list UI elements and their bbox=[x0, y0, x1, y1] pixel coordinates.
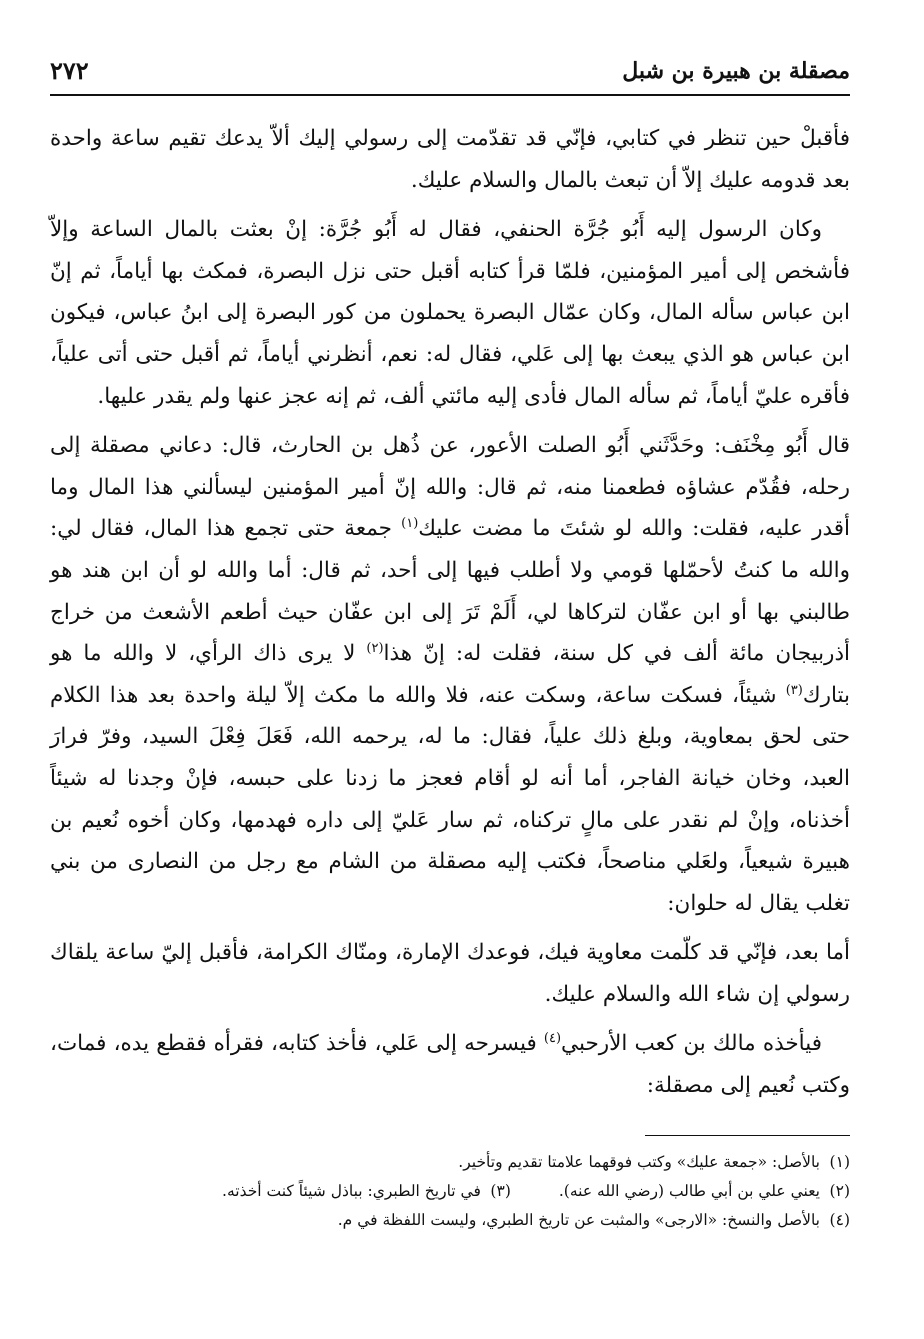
book-page bbox=[50, 52, 850, 1235]
footnote-1 bbox=[458, 1148, 850, 1177]
paragraph-1 bbox=[50, 118, 850, 201]
paragraph-5 bbox=[50, 1023, 850, 1106]
paragraph-text: جمعة حتى تجمع هذا المال، فقال لي: والله ما كنتُ لأحمّلها قومي ولا أطلب فيها إلى أحد، ثم قال: أما والله لو أن ابن هند هو طالبني بها أو ابن عفّان لتركاها لي، أَلَمْ تَرَ إلى ابن عفّان حيث أطعم الأشعث من خراج أذربيجان مائة ألف في كل سنة، فقلت له: إنّ هذا bbox=[50, 516, 850, 667]
footnote-divider bbox=[645, 1135, 850, 1136]
footnote-ref-2[interactable]: (٢) bbox=[366, 640, 384, 656]
footnote-4 bbox=[338, 1206, 850, 1235]
footnote-text: بالأصل: «جمعة عليك» وكتب فوقهما علامتا تقديم وتأخير. bbox=[458, 1152, 820, 1171]
paragraph-2 bbox=[50, 209, 850, 417]
footnote-number: (١) bbox=[829, 1152, 850, 1171]
paragraph-text: قال أَبُو مِخْنَف: وحَدَّثَني أَبُو الصلت الأعور، عن ذُهل بن الحارث، قال: دعاني مصقلة إلى رحله، فقُدّم عشاؤه فطعمنا منه، ثم قال: والله إنّ أمير المؤمنين ليسألني هذا المال وما أقدر عليه، فقلت: والله لو شئتَ ما مضت عليك bbox=[50, 433, 850, 542]
chapter-title: مصقلة بن هبيرة بن شبل bbox=[622, 58, 850, 84]
running-header bbox=[50, 52, 850, 96]
footnote-ref-1[interactable]: (١) bbox=[401, 516, 419, 532]
footnote-ref-4[interactable]: (٤) bbox=[543, 1031, 562, 1047]
paragraph-text: فيأخذه مالك بن كعب الأرحبي bbox=[561, 1031, 822, 1057]
paragraph-3 bbox=[50, 425, 850, 924]
footnote-row bbox=[50, 1177, 850, 1206]
footnote-text: يعني علي بن أبي طالب (رضي الله عنه). bbox=[558, 1181, 820, 1200]
footnote-number: (٤) bbox=[829, 1210, 850, 1229]
footnote-number: (٢) bbox=[829, 1181, 850, 1200]
paragraph-4 bbox=[50, 932, 850, 1015]
paragraph-text: فيسرحه إلى عَلي، فأخذ كتابه، فقرأه فقطع يده، فمات، وكتب نُعيم إلى مصقلة: bbox=[50, 1031, 850, 1099]
footnotes bbox=[50, 1148, 850, 1235]
footnote-2 bbox=[559, 1177, 850, 1206]
footnote-text: بالأصل والنسخ: «الارجى» والمثبت عن تاريخ الطبري، وليست اللفظة في م. bbox=[337, 1210, 820, 1229]
paragraph-text: لا يرى ذاك الرأي، لا والله ما هو بتارك bbox=[50, 641, 850, 708]
paragraph-text: أما بعد، فإنّي قد كلّمت معاوية فيك، فوعدك الإمارة، ومنّاك الكرامة، فأقبل إليّ ساعة يلقاك رسولي إن شاء الله والسلام عليك. bbox=[50, 940, 850, 1007]
footnote-3 bbox=[222, 1177, 511, 1206]
paragraph-text: شيئاً، فسكت ساعة، وسكت عنه، فلا والله ما مكث إلاّ ليلة واحدة بعد هذا الكلام حتى لحق بمعاوية، وبلغ ذلك علياً، فقال: ما له، يرحمه الله، فَعَلَ فِعْلَ السيد، وفرّ فرارَ العبد، وخان خيانة الفاجر، أما أنه لو أقام فعجز ما زدنا على حبسه، فإنْ وجدنا له شيئاً أخذناه، وإنْ لم نقدر على مالٍ تركناه، ثم سار عَليّ إلى داره فهدمها، وكان أخوه نُعيم بن هبيرة شيعياً، ولعَلي مناصحاً، فكتب إليه مصقلة من الشام مع رجل من النصارى من بني تغلب يقال له حلوان: bbox=[50, 682, 850, 916]
page-number: ٢٧٢ bbox=[50, 56, 89, 85]
footnote-text: في تاريخ الطبري: بباذل شيئاً كنت أخذته. bbox=[222, 1181, 481, 1200]
footnote-row bbox=[50, 1148, 850, 1177]
paragraph-text: وكان الرسول إليه أَبُو جُرَّة الحنفي، فقال له أَبُو جُرَّة: إنْ بعثت بالمال الساعة وإلاّ فأشخص إلى أمير المؤمنين، فلمّا قرأ كتابه أقبل حتى نزل البصرة، فمكث بها أياماً، ثم إنّ ابن عباس سأله المال، وكان عمّال البصرة يحملون من كور البصرة إلى ابنُ عباس، فيكون ابن عباس هو الذي يبعث بها إلى عَلي، فقال له: نعم، أنظرني أياماً، ثم أقبل حتى أتى علياً، فأقره عليّ أياماً، ثم سأله المال فأدى إليه مائتي ألف، ثم إنه عجز عنها ولم يقدر عليها. bbox=[50, 217, 850, 409]
main-text bbox=[50, 118, 850, 1107]
paragraph-text: فأقبلْ حين تنظر في كتابي، فإنّي قد تقدّمت إلى رسولي إليك ألاّ يدعك تقيم ساعة واحدة بعد قدومه عليك إلاّ أن تبعث بالمال والسلام عليك. bbox=[50, 126, 850, 193]
footnote-number: (٣) bbox=[490, 1181, 511, 1200]
footnote-ref-3[interactable]: (٣) bbox=[785, 682, 803, 698]
footnote-row bbox=[50, 1206, 850, 1235]
